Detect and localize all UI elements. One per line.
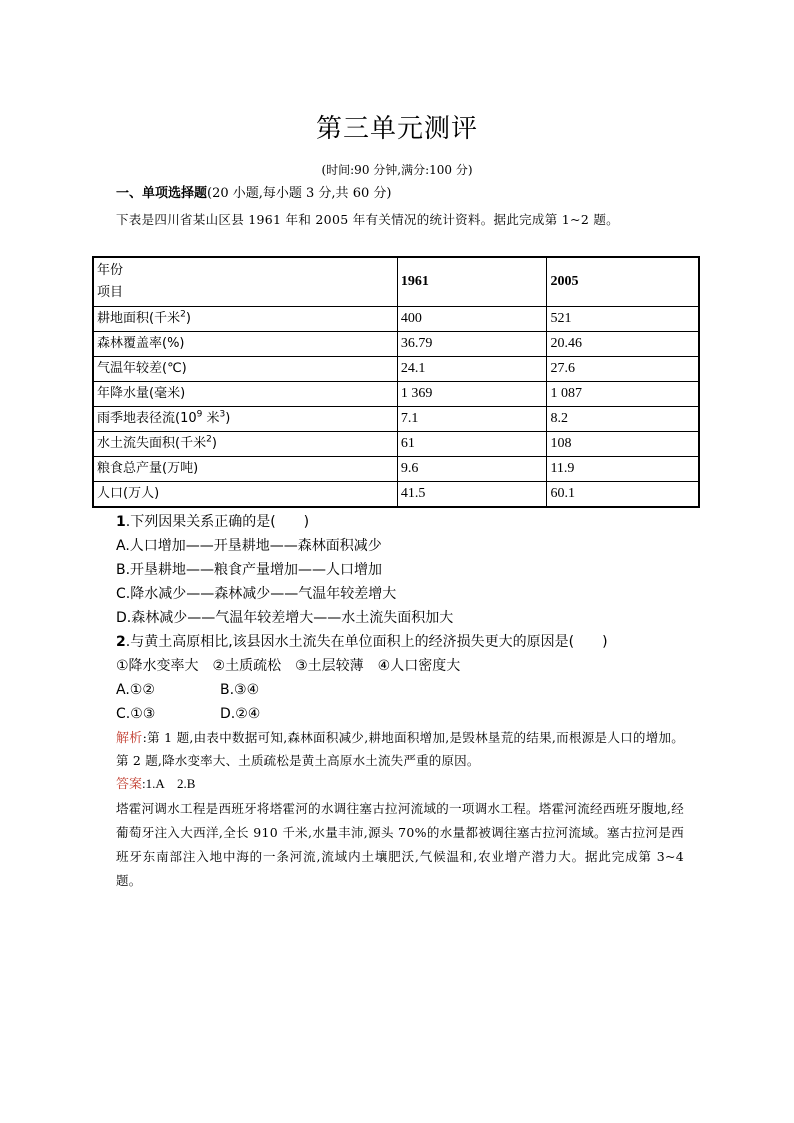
- question-2-option-b: B.③④: [220, 682, 260, 698]
- question-1-option-d: D.森林减少——气温年较差增大——水土流失面积加大: [116, 610, 454, 626]
- section-detail: (20 小题,每小题 3 分,共 60 分): [207, 186, 392, 201]
- table-row: [93, 307, 699, 332]
- row-value-1961: 41.5: [397, 482, 547, 508]
- row-value-2005: 8.2: [547, 407, 699, 432]
- row-value-2005: 60.1: [547, 482, 699, 508]
- row-value-1961: 36.79: [397, 332, 547, 357]
- row-value-1961: 400: [397, 307, 547, 332]
- row-value-2005: 27.6: [547, 357, 699, 382]
- row-label: 气温年较差(℃): [93, 357, 397, 382]
- row-value-2005: 11.9: [547, 457, 699, 482]
- table-row: [93, 432, 699, 457]
- row-label: 粮食总产量(万吨): [93, 457, 397, 482]
- row-value-1961: 61: [397, 432, 547, 457]
- intro-paragraph-1: 下表是四川省某山区县 1961 年和 2005 年有关情况的统计资料。据此完成第 1~2 题。: [116, 212, 619, 227]
- question-2-stem: 2.与黄土高原相比,该县因水土流失在单位面积上的经济损失更大的原因是( ): [116, 634, 608, 650]
- row-value-2005: 108: [547, 432, 699, 457]
- section-heading: [116, 185, 391, 203]
- question-1-stem: 1.下列因果关系正确的是( ): [116, 514, 310, 530]
- header-cell-item: [93, 257, 397, 307]
- explanation-paragraph: [116, 727, 684, 772]
- table-row: [93, 457, 699, 482]
- question-number: 2: [116, 634, 126, 650]
- question-2-option-c: C.①③: [116, 706, 156, 722]
- table-row: [93, 357, 699, 382]
- row-value-2005: 521: [547, 307, 699, 332]
- question-1-option-a: A.人口增加——开垦耕地——森林面积减少: [116, 538, 382, 554]
- table-row: [93, 382, 699, 407]
- header-item-label: 项目: [97, 285, 124, 300]
- header-year-label: 年份: [97, 263, 124, 278]
- answer-line: [116, 773, 195, 796]
- table-row: [93, 332, 699, 357]
- intro-paragraph-2: 塔霍河调水工程是西班牙将塔霍河的水调往塞古拉河流域的一项调水工程。塔霍河流经西班牙腹地,经葡萄牙注入大西洋,全长 910 千米,水量丰沛,源头 70%的水量都被调往塞古拉河流域。塞古拉河是西班牙东南部注入地中海的一条河流,流域内土壤肥沃,气候温和,农业增产潜力大。据此完成第 3~4 题。: [116, 801, 684, 888]
- row-label: 耕地面积(千米$^2$): [93, 307, 397, 332]
- exam-info: (时间:90 分钟,满分:100 分): [321, 163, 473, 177]
- question-number: 1: [116, 514, 126, 530]
- row-label: 人口(万人): [93, 482, 397, 508]
- explanation-label: 解析: [116, 731, 143, 746]
- row-value-1961: 9.6: [397, 457, 547, 482]
- row-value-1961: 24.1: [397, 357, 547, 382]
- row-label: 年降水量(毫米): [93, 382, 397, 407]
- row-label: 森林覆盖率(%): [93, 332, 397, 357]
- row-value-2005: 1 087: [547, 382, 699, 407]
- row-value-1961: 7.1: [397, 407, 547, 432]
- question-1-option-b: B.开垦耕地——粮食产量增加——人口增加: [116, 562, 383, 578]
- row-value-1961: 1 369: [397, 382, 547, 407]
- table-row: [93, 407, 699, 432]
- question-1-option-c: C.降水减少——森林减少——气温年较差增大: [116, 586, 397, 602]
- table-header-row: [93, 257, 699, 307]
- answer-text: :1.A 2.B: [142, 776, 196, 791]
- page-title: 第三单元测评: [315, 114, 478, 144]
- row-label: 水土流失面积(千米$^2$): [93, 432, 397, 457]
- statistics-table: [92, 256, 700, 508]
- explanation-text: :第 1 题,由表中数据可知,森林面积减少,耕地面积增加,是毁林垦荒的结果,而根源是人口的增加。第 2 题,降水变率大、土质疏松是黄土高原水土流失严重的原因。: [116, 730, 684, 768]
- row-value-2005: 20.46: [547, 332, 699, 357]
- question-2-option-a: A.①②: [116, 682, 155, 698]
- row-label: 雨季地表径流($10^9$ 米$^3$): [93, 407, 397, 432]
- section-label: 一、单项选择题: [116, 186, 208, 201]
- answer-label: 答案: [116, 777, 143, 792]
- header-col-2005: 2005: [547, 257, 699, 307]
- question-2-option-d: D.②④: [220, 706, 261, 722]
- header-col-1961: 1961: [397, 257, 547, 307]
- table-row: [93, 482, 699, 508]
- question-2-statements: ①降水变率大 ②土质疏松 ③土层较薄 ④人口密度大: [116, 658, 461, 674]
